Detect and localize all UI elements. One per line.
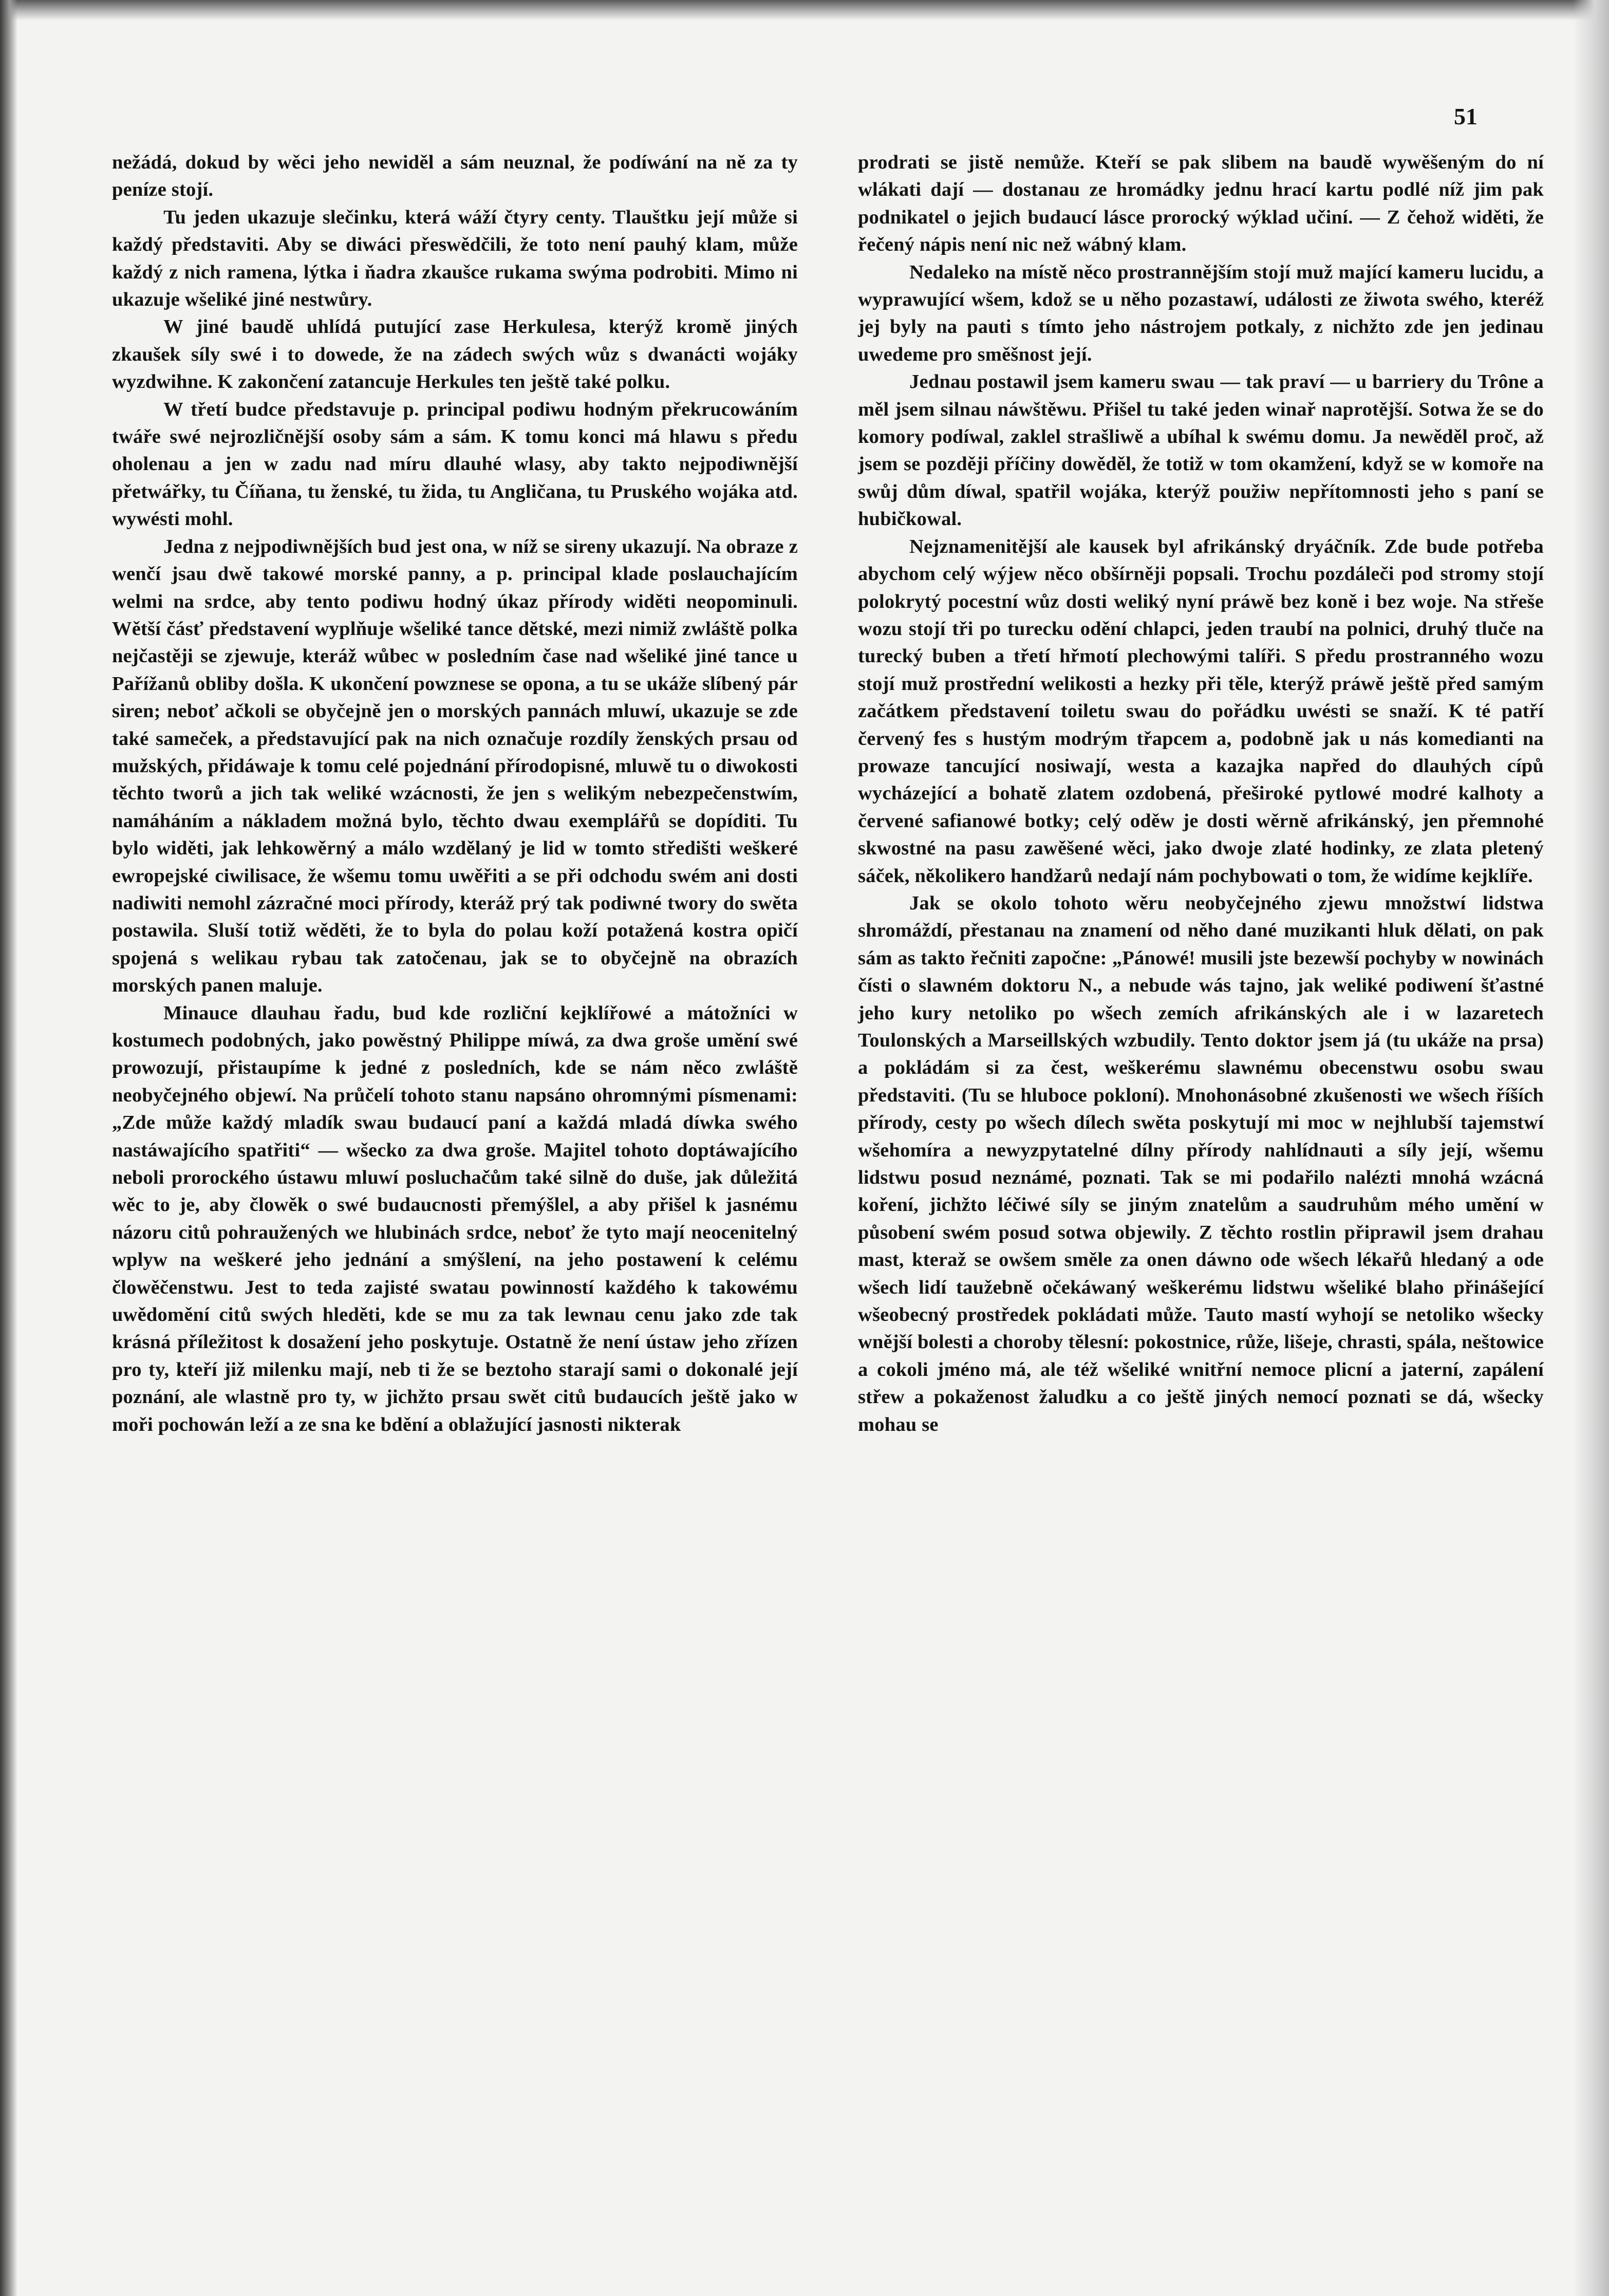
- scan-edge-left: [0, 0, 17, 2296]
- scan-edge-right: [1573, 0, 1609, 2296]
- paragraph: Jak se okolo tohoto wěru neobyčejného zjewu množstwí lidstwa shromáždí, přestanau na znamení od něho dané muzikanti hluk dělati, on pak sám as takto řečniti započne: „Pánowé! musili jste bezewší pochyby w nowinách čísti o slawném doktoru N., a nebude wás tajno, jak weliké podiwení šťastné jeho kury netoliko po wšech zemích afrikánských ale i w lazaretech Toulonských a Marseillských wzbudily. Tento doktor jsem já (tu ukáže na prsa) a pokládám si za čest, weškerému slawnému obecenstwu osobu swau představiti. (Tu se hluboce pokloní). Mnohonásobné zkušenosti we wšech říších přírody, cesty po wšech dílech swěta poskytují mi moc w nejhlubší tajemstwí wšehomíra a newyzpytatelné dílny přírody nahlídnauti a síly její, wšemu lidstwu posud neznámé, poznati. Tak se mi podařilo nalézti mnohá wzácná koření, jichžto léčiwé síly se jiným znatelům a saudruhům mého umění w působení swém posud sotwa objewily. Z těchto rostlin připrawil jsem drahau mast, kteraž se owšem směle za onen dáwno ode wšech lékařů hledaný a ode wšech lidí taužebně očekáwaný weškerému lidstwu wšeliké blaho přinášející wšeobecný prostředek pokládati může. Tauto mastí wyhojí se netoliko wšecky wnější bolesti a choroby tělesní: pokostnice, růže, lišeje, chrasti, spála, neštowice a cokoli jméno má, ale též wšeliké wnitřní nemoce plicní a jaterní, zapálení střew a pokaženost žaludku a co ještě jiných nemocí poznati se dá, wšecky mohau se: [858, 892, 1544, 1435]
- paragraph: Minauce dlauhau řadu, bud kde rozliční kejklířowé a mátožníci w kostumech podobných, jako powěstný Philippe míwá, za dwa groše umění swé prowozují, přistaupíme k jedné z posledních, kde se nám něco zwláště neobyčejného objewí. Na průčelí tohoto stanu napsáno ohromnými písmenami: „Zde může každý mladík swau budaucí paní a každá mladá díwka swého nastáwajícího spatřiti“ — wšecko za dwa groše. Majitel tohoto doptáwajícího neboli prorockého ústawu mluwí posluchačům také silně do duše, jak důležitá wěc to je, aby člowěk o swé budaucnosti přemýšlel, a aby přišel k jasnému názoru citů pohraužených we hlubinách srdce, neboť že tyto mají neocenitelný wplyw na weškeré jeho jednání a smýšlení, na jeho postawení k celému člowěčenstwu. Jest to teda zajisté swatau powinností každého k takowému uwědomění citů swých hleděti, kde se mu za tak lewnau cenu jako zde tak krásná příležitost k dosažení jeho poskytuje. Ostatně že není ústaw jeho zřízen pro ty, kteří již milenku mají, neb ti že se beztoho starají sami o dokonalé její poznání, ale wlastně pro ty, w jichžto prsau swět citů budaucích ještě jako w moři pochowán leží a ze sna ke bdění a oblažující jasnosti nikterak: [112, 1002, 798, 1435]
- right-text-column: [858, 149, 1544, 1439]
- paragraph: Tu jeden ukazuje slečinku, která wáží čtyry centy. Tlauštku její může si každý představiti. Aby se diwáci přeswědčili, že toto není pauhý klam, může každý z nich ramena, lýtka i ňadra zkaušce rukama swýma podrobiti. Mimo ni ukazuje wšeliké jiné nestwůry.: [112, 206, 798, 311]
- page-number: 51: [1454, 103, 1477, 129]
- paragraph: Jedna z nejpodiwnějších bud jest ona, w níž se sireny ukazují. Na obraze z wenčí jsau dwě takowé morské panny, a p. principal klade poslauchajícím welmi na srdce, aby tento podiwu hodný úkaz přírody widěti neopominuli. Wětší čásť představení wyplňuje wšeliké tance dětské, mezi nimiž zwláště polka nejčastěji se zjewuje, kteráž wůbec w posledním čase nad wšeliké jiné tance u Pařížanů obliby došla. K ukončení powznese se opona, a tu se ukáže slíbený pár siren; neboť ačkoli se obyčejně jen o morských pannách mluwí, ukazuje se zde také sameček, a představující pak na nich označuje rozdíly ženských prsau od mužských, přidáwaje k tomu celé pojednání přírodopisné, mluwě tu o diwokosti těchto tworů a jich tak weliké wzácnosti, že jen s welikým nebezpečenstwím, namáháním a nákladem možná bylo, těchto dwau exemplářů se dopíditi. Tu bylo widěti, jak lehkowěrný a málo wzdělaný je lid w tomto středišti weškeré ewropejské ciwilisace, že wšemu tomu uwěřiti a se při odchodu swém ani dosti nadiwiti nemohl zázračné moci přírody, kteráž prý tak podiwné twory do swěta postawila. Sluší totiž wěděti, že to byla do polau koží potažená kostra opičí spojená s welikau rybau tak zatočenau, jak se to obyčejně na obrazích morských panen maluje.: [112, 535, 798, 997]
- paragraph: Nejznamenitější ale kausek byl afrikánský dryáčník. Zde bude potřeba abychom celý wýjew něco obšírněji popsali. Trochu pozdáleči pod stromy stojí polokrytý pocestní wůz dosti weliký nyní práwě bez koně i bez woje. Na střeše wozu stojí tři po turecku odění chlapci, jeden traubí na polnici, druhý tluče na turecký buben a třetí hřmotí plechowými talíři. S předu prostranného wozu stojí muž prostřední welikosti a hezky při těle, kterýž práwě ještě před samým začátkem představení toiletu swau do pořádku uwésti se snaží. K té patří červený fes s hustým modrým třapcem a, podobně jak u nás komedianti na prowaze tancující nosiwají, westa a kazajka napřed do dlauhých cípů wycházející a bohatě zlatem ozdobená, přeširoké pytlowé modré kalhoty a červené safianowé botky; celý oděw je dosti wěrně afrikánský, jen přemnohé skwostné na pasu zawěšené wěci, jako dwoje zlaté hodinky, ze zlata pletený sáček, několikero handžarů nedají nám pochybowati o tom, že widíme kejklíře.: [858, 535, 1544, 887]
- paragraph: W třetí budce představuje p. principal podiwu hodným překrucowáním twáře swé nejrozličnější osoby sám a sám. K tomu konci má hlawu s předu oholenau a jen w zadu nad míru dlauhé wlasy, aby takto nejpodiwnější přetwářky, tu Číňana, tu ženské, tu žida, tu Angličana, tu Pruského wojáka atd. wywésti mohl.: [112, 398, 798, 530]
- paragraph: nežádá, dokud by wěci jeho newiděl a sám neuznal, že podíwání na ně za ty peníze stojí.: [112, 152, 798, 201]
- left-text-column: [112, 149, 798, 1439]
- paragraph: W jiné baudě uhlídá putující zase Herkulesa, kterýž kromě jiných zkaušek síly swé i to dowede, že na zádech swých wůz s dwanácti wojáky wyzdwihne. K zakončení zatancuje Herkules ten ještě také polku.: [112, 316, 798, 393]
- scan-edge-top: [0, 0, 1609, 21]
- paragraph: prodrati se jistě nemůže. Kteří se pak slibem na baudě wywěšeným do ní wlákati dají — dostanau ze hromádky jednu hrací kartu podlé níž jim pak podnikatel o jejich budaucí lásce prorocký wýklad učiní. — Z čehož widěti, že řečený nápis není nic než wábný klam.: [858, 152, 1544, 256]
- paragraph: Jednau postawil jsem kameru swau — tak praví — u barriery du Trône a měl jsem silnau náwštěwu. Přišel tu také jeden winař naprotější. Sotwa že se do komory podíwal, zaklel strašliwě a ubíhal k swému domu. Ja newěděl proč, až jsem se později příčiny dowěděl, že totiž w tom okamžení, když se w komoře na swůj dům díwal, spatřil wojáka, kterýž použiw nepřítomnosti jeho s paní se hubičkowal.: [858, 371, 1544, 530]
- paragraph: Nedaleko na místě něco prostrannějším stojí muž mající kameru lucidu, a wyprawující wšem, kdož se u něho pozastawí, události ze žiwota swého, kteréž jej byly na pauti s tímto jeho nástrojem potkaly, z nichžto zde jen jedinau uwedeme pro směšnost její.: [858, 261, 1544, 365]
